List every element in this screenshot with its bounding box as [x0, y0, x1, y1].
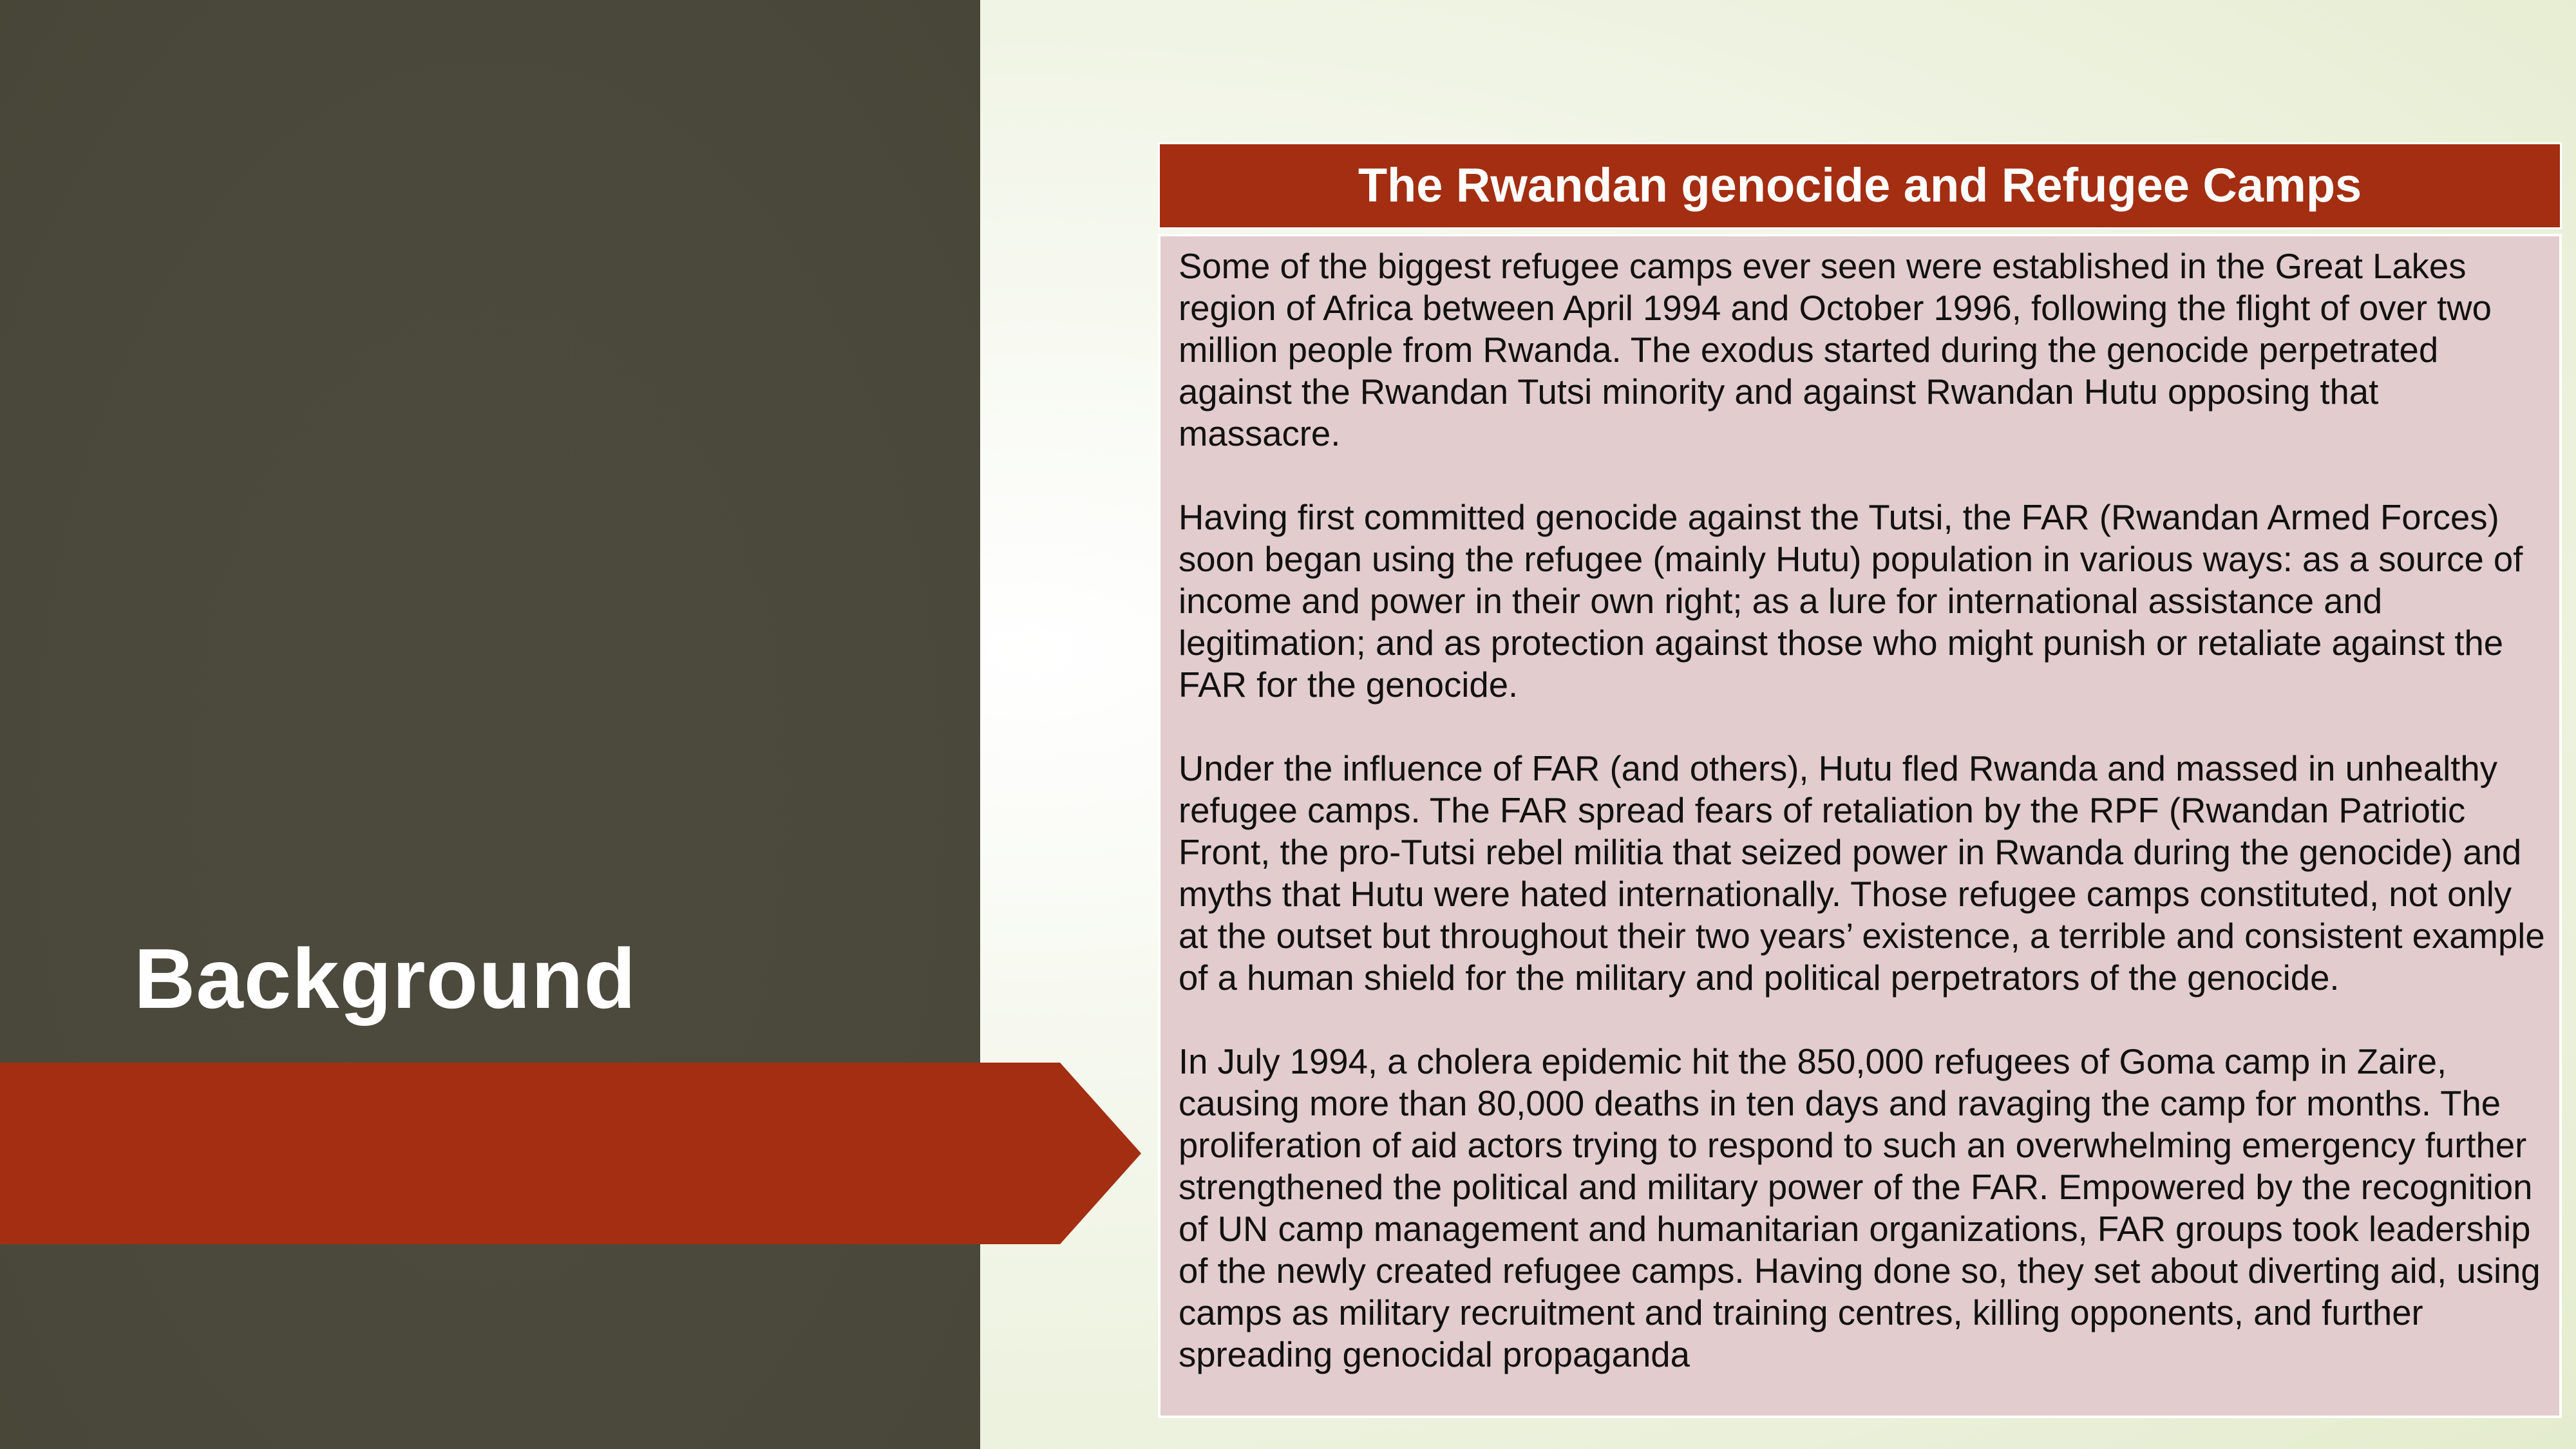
body-paragraph: Having first committed genocide against the Tutsi, the FAR (Rwandan Armed Forces) soon began using the refugee (mainly Hutu) population in various ways: as a source of income and power in their own right; as a lure for international assistance and legitimation; and as protection against those who might punish or retaliate against the FAR for the genocide. — [1179, 498, 2523, 705]
content-box — [1158, 142, 2562, 1418]
content-box-body — [1158, 234, 2562, 1418]
section-title: Background — [134, 931, 637, 1026]
body-paragraph: In July 1994, a cholera epidemic hit the 850,000 refugees of Goma camp in Zaire, causing more than 80,000 deaths in ten days and ravaging the camp for months. The proliferation of aid actors trying to respond to such an overwhelming emergency further strengthened the political and military power of the FAR. Empowered by the recognition of UN camp management and humanitarian organizations, FAR groups took leadership of the newly created refugee camps. Having done so, they set about diverting aid, using camps as military recruitment and training centres, killing opponents, and further spreading genocidal propaganda — [1179, 1042, 2541, 1374]
arrow-shape — [0, 1063, 1141, 1244]
content-box-title: The Rwandan genocide and Refugee Camps — [1158, 142, 2562, 229]
body-paragraph: Under the influence of FAR (and others), Hutu fled Rwanda and massed in unhealthy refugee camps. The FAR spread fears of retaliation by the RPF (Rwandan Patriotic Front, the pro-Tutsi rebel militia that seized power in Rwanda during the genocide) and myths that Hutu were hated internationally. Those refugee camps constituted, not only at the outset but throughout their two years’ existence, a terrible and consistent example of a human shield for the military and political perpetrators of the genocide. — [1179, 749, 2545, 998]
red-arrow-band — [0, 1063, 1141, 1244]
body-paragraph: Some of the biggest refugee camps ever seen were established in the Great Lakes region of Africa between April 1994 and October 1996, following the flight of over two million people from Rwanda. The exodus started during the genocide perpetrated against the Rwandan Tutsi minority and against Rwandan Hutu opposing that massacre. — [1179, 247, 2492, 453]
